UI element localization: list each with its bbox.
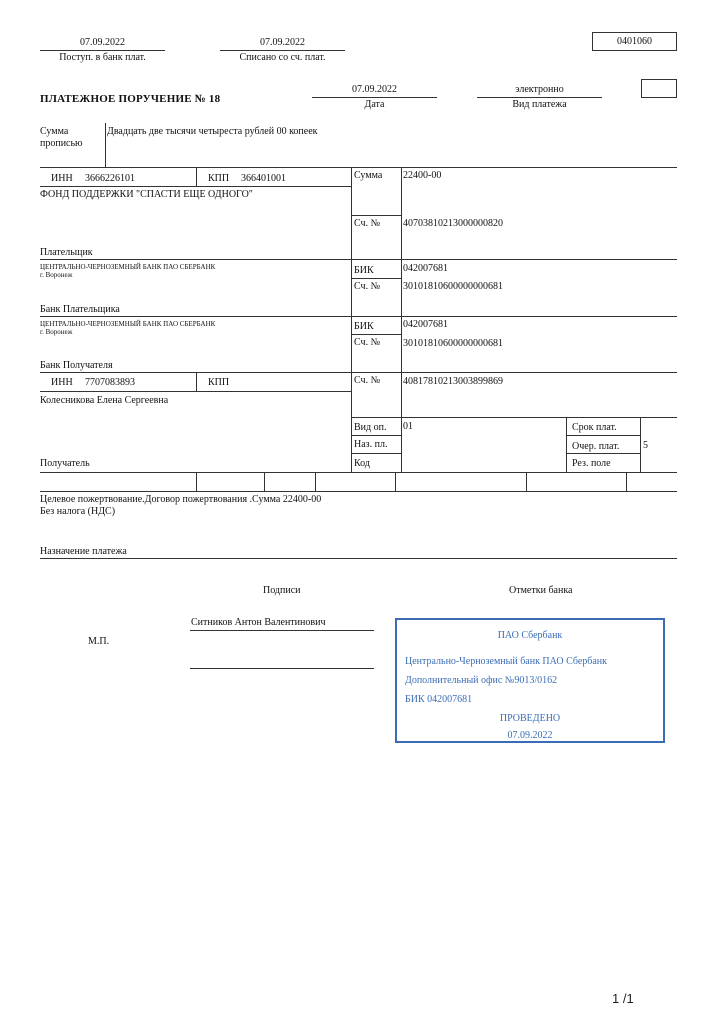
recipient-bank-bik-line: [351, 334, 401, 335]
term-label: Срок плат.: [572, 422, 617, 433]
payer-bank-label: Банк Плательщика: [40, 304, 120, 315]
received-label: Поступ. в банк плат.: [59, 52, 146, 63]
page-title: ПЛАТЕЖНОЕ ПОРУЧЕНИЕ № 18: [40, 93, 221, 105]
recipient-label: Получатель: [40, 458, 90, 469]
reserve-label: Рез. поле: [572, 458, 611, 469]
status-box: [641, 79, 677, 98]
amount-words-label-2: прописью: [40, 138, 83, 149]
payer-label: Плательщик: [40, 247, 93, 258]
op-type-label: Вид оп.: [354, 422, 387, 433]
payer-account: 40703810213000000820: [403, 218, 503, 229]
form-code: 0401060: [617, 36, 652, 47]
stamp-date: 07.09.2022: [507, 730, 553, 741]
tax-divider-3: [315, 472, 316, 491]
purpose-label: Назначение платежа: [40, 546, 127, 557]
payer-bank-bottom-line: [40, 316, 677, 317]
purpose-line-2: Без налога (НДС): [40, 506, 116, 517]
purpose-bottom-line: [40, 558, 677, 559]
stamp-office: Дополнительный офис №9013/0162: [405, 675, 558, 686]
recipient-account-label: Сч. №: [354, 375, 381, 386]
received-date: 07.09.2022: [80, 37, 125, 48]
recipient-inn: 7707083893: [85, 377, 135, 388]
amount-words-text: Двадцать две тысячи четыреста рублей 00 копеек: [107, 126, 318, 137]
amount-words-bottom-line: [40, 167, 677, 168]
recipient-bank-label: Банк Получателя: [40, 360, 113, 371]
stamp-branch: Центрально-Черноземный банк ПАО Сбербанк: [405, 656, 608, 667]
codes-line-a2: [566, 435, 640, 436]
recipient-inn-kpp-divider: [196, 372, 197, 391]
center-divider: [351, 167, 352, 472]
recipient-kpp-label: КПП: [208, 377, 230, 388]
payer-inn: 3666226101: [85, 173, 135, 184]
recipient-bottom-line: [40, 472, 677, 473]
bank-stamp: [395, 618, 665, 743]
signature-line-2: [190, 668, 374, 669]
signature-line-1: [190, 630, 374, 631]
payer-bank-bik-line: [351, 278, 401, 279]
recipient-bank-name: ЦЕНТРАЛЬНО-ЧЕРНОЗЕМНЫЙ БАНК ПАО СБЕРБАНК: [40, 320, 216, 328]
tax-divider-4: [395, 472, 396, 491]
codes-top-line: [351, 417, 677, 418]
recipient-bank-city: г. Воронеж: [40, 328, 73, 336]
order-date-label: Дата: [364, 99, 385, 110]
priority-label: Очер. плат.: [572, 441, 620, 452]
payer-kpp-label: КПП: [208, 173, 230, 184]
amount-words-label-1: Сумма: [40, 126, 69, 137]
form-code-box: [592, 32, 677, 51]
payer-bank-city: г. Воронеж: [40, 271, 73, 279]
signatures-label: Подписи: [263, 585, 301, 596]
payer-inn-label: ИНН: [51, 173, 73, 184]
stamp-bik: БИК 042007681: [405, 694, 473, 705]
payer-sum: 22400-00: [403, 170, 442, 181]
payer-account-label: Сч. №: [354, 218, 381, 229]
debited-date: 07.09.2022: [260, 37, 305, 48]
tax-bottom-line: [40, 491, 677, 492]
recipient-bank-account-label: Сч. №: [354, 337, 381, 348]
mp-label: М.П.: [88, 636, 110, 647]
codes-divider-1: [566, 417, 567, 472]
payer-sum-label: Сумма: [354, 170, 383, 181]
debited-date-line: [220, 50, 345, 51]
tax-divider-1: [196, 472, 197, 491]
tax-divider-5: [526, 472, 527, 491]
recipient-name: Колесникова Елена Сергеевна: [40, 395, 169, 406]
payer-inn-bottom-line: [40, 186, 351, 187]
debited-label: Списано со сч. плат.: [239, 52, 326, 63]
purpose-code-label: Наз. пл.: [354, 439, 388, 450]
payer-bank-name: ЦЕНТРАЛЬНО-ЧЕРНОЗЕМНЫЙ БАНК ПАО СБЕРБАНК: [40, 263, 216, 271]
payment-type-line: [477, 97, 602, 98]
sum-account-divider: [351, 215, 401, 216]
payment-type: электронно: [515, 84, 564, 95]
payer-inn-kpp-divider: [196, 167, 197, 186]
recipient-bank-bottom-line: [40, 372, 677, 373]
payer-bank-bik: 042007681: [403, 263, 448, 274]
codes-line-b2: [566, 453, 640, 454]
code-label: Код: [354, 458, 370, 469]
payment-type-label: Вид платежа: [512, 99, 567, 110]
recipient-bank-account: 30101810600000000681: [403, 338, 503, 349]
recipient-bank-bik-label: БИК: [354, 321, 374, 332]
payer-bottom-line: [40, 259, 677, 260]
recipient-account: 40817810213003899869: [403, 376, 503, 387]
tax-divider-2: [264, 472, 265, 491]
received-date-line: [40, 50, 165, 51]
recipient-inn-label: ИНН: [51, 377, 73, 388]
purpose-line-1: Целевое пожертвование.Договор пожертвования .Сумма 22400-00: [40, 494, 322, 505]
stamp-bank: ПАО Сбербанк: [497, 630, 563, 641]
codes-line-b1: [351, 453, 401, 454]
bank-marks-label: Отметки банка: [509, 585, 573, 596]
codes-line-a1: [351, 435, 401, 436]
recipient-bank-bik: 042007681: [403, 319, 448, 330]
codes-divider-2: [640, 417, 641, 472]
amount-words-divider: [105, 123, 106, 167]
stamp-status: ПРОВЕДЕНО: [499, 713, 561, 724]
op-type: 01: [403, 421, 413, 432]
page-indicator: 1 /1: [612, 991, 634, 1006]
payer-bank-bik-label: БИК: [354, 265, 374, 276]
order-date-line: [312, 97, 437, 98]
payer-name: ФОНД ПОДДЕРЖКИ "СПАСТИ ЕЩЕ ОДНОГО": [40, 189, 253, 200]
payer-bank-account: 30101810600000000681: [403, 281, 503, 292]
signer-name: Ситников Антон Валентинович: [191, 617, 326, 628]
order-date: 07.09.2022: [352, 84, 397, 95]
tax-divider-6: [626, 472, 627, 491]
value-divider: [401, 167, 402, 472]
payer-bank-account-label: Сч. №: [354, 281, 381, 292]
payer-kpp: 366401001: [241, 173, 286, 184]
priority: 5: [643, 440, 648, 451]
recipient-inn-bottom-line: [40, 391, 351, 392]
